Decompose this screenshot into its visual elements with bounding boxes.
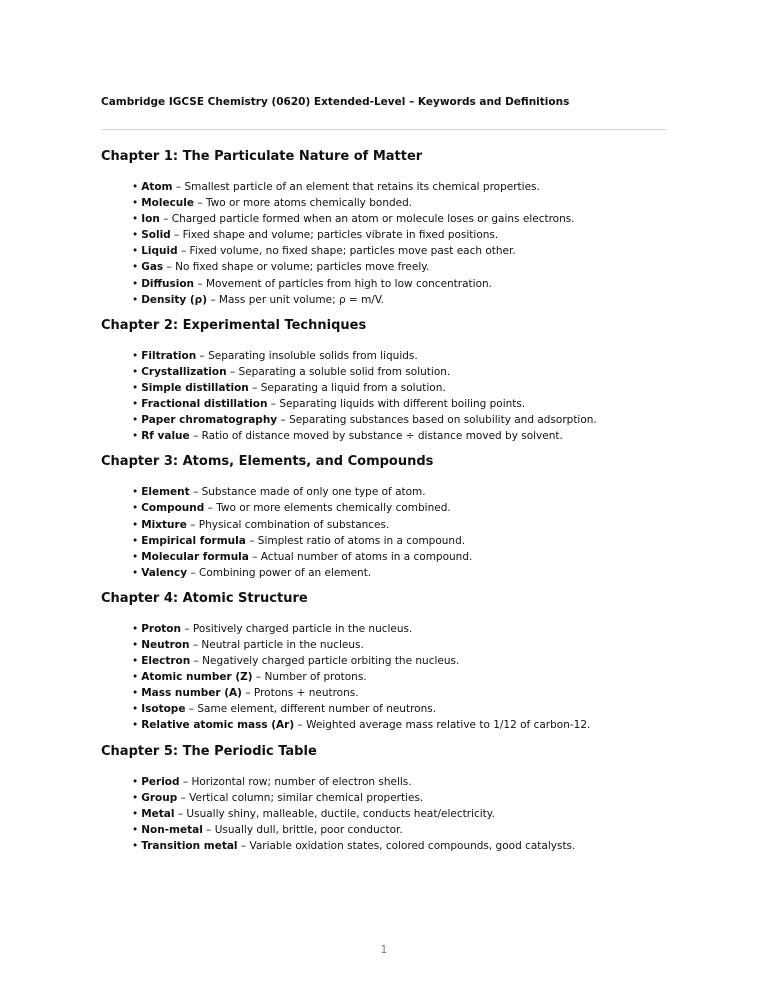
term-definition: – Separating insoluble solids from liquids.	[199, 349, 418, 362]
bullet-icon: •	[132, 775, 139, 788]
bullet-icon: •	[132, 550, 139, 563]
term-item	[132, 822, 701, 838]
term-list	[101, 179, 701, 308]
term-definition: – Usually dull, brittle, poor conductor.	[206, 823, 403, 836]
term-item	[132, 259, 701, 275]
term-item	[132, 292, 701, 308]
term-label: Simple distillation	[141, 381, 249, 394]
term-label: Valency	[141, 566, 188, 579]
term-definition: – Same element, different number of neutrons.	[188, 703, 437, 716]
bullet-icon: •	[132, 823, 139, 836]
term-item	[132, 701, 701, 717]
term-item	[132, 806, 701, 822]
term-item	[132, 428, 701, 444]
term-definition: – Movement of particles from high to low concentration.	[197, 277, 493, 290]
term-label: Molecular formula	[141, 550, 249, 563]
term-definition: – Weighted average mass relative to 1/12 of carbon-12.	[297, 719, 591, 732]
term-definition: – Mass per unit volume; ρ = m/V.	[210, 293, 385, 306]
term-definition: – Horizontal row; number of electron shells.	[182, 775, 412, 788]
term-list	[101, 348, 701, 445]
bullet-icon: •	[132, 655, 139, 668]
term-label: Non-metal	[141, 823, 203, 836]
term-item	[132, 484, 701, 500]
header-divider	[101, 129, 667, 130]
bullet-icon: •	[132, 622, 139, 635]
chapter-section	[101, 148, 701, 308]
term-label: Metal	[141, 807, 175, 820]
term-label: Diffusion	[141, 277, 195, 290]
term-label: Mixture	[141, 518, 187, 531]
term-label: Mass number (A)	[141, 687, 242, 700]
term-label: Relative atomic mass (Ar)	[141, 719, 295, 732]
document-header: Cambridge IGCSE Chemistry (0620) Extended-Level – Keywords and Definitions	[101, 96, 570, 108]
term-definition: – No fixed shape or volume; particles move freely.	[166, 261, 430, 274]
term-item	[132, 637, 701, 653]
term-label: Paper chromatography	[141, 414, 278, 427]
term-definition: – Physical combination of substances.	[190, 518, 390, 531]
term-item	[132, 717, 701, 733]
bullet-icon: •	[132, 414, 139, 427]
bullet-icon: •	[132, 719, 139, 732]
bullet-icon: •	[132, 502, 139, 515]
term-item	[132, 549, 701, 565]
term-list	[101, 484, 701, 581]
term-label: Gas	[141, 261, 164, 274]
term-definition: – Charged particle formed when an atom or molecule loses or gains electrons.	[163, 213, 575, 226]
term-item	[132, 838, 701, 854]
bullet-icon: •	[132, 398, 139, 411]
bullet-icon: •	[132, 566, 139, 579]
term-label: Isotope	[141, 703, 186, 716]
bullet-icon: •	[132, 671, 139, 684]
term-label: Electron	[141, 655, 191, 668]
bullet-icon: •	[132, 213, 139, 226]
term-item	[132, 179, 701, 195]
chapter-title: Chapter 5: The Periodic Table	[101, 743, 317, 759]
bullet-icon: •	[132, 687, 139, 700]
term-definition: – Smallest particle of an element that retains its chemical properties.	[175, 181, 540, 193]
term-definition: – Positively charged particle in the nucleus.	[184, 622, 413, 635]
term-item	[132, 774, 701, 790]
term-label: Group	[141, 791, 178, 804]
term-item	[132, 364, 701, 380]
term-item	[132, 227, 701, 243]
chapter-section	[101, 590, 701, 734]
term-definition: – Number of protons.	[255, 671, 367, 684]
term-item	[132, 412, 701, 428]
term-label: Compound	[141, 502, 205, 515]
term-definition: – Two or more atoms chemically bonded.	[197, 197, 413, 210]
term-item	[132, 533, 701, 549]
chapter-section	[101, 743, 701, 854]
bullet-icon: •	[132, 638, 139, 651]
term-definition: – Actual number of atoms in a compound.	[252, 550, 473, 563]
term-label: Atomic number (Z)	[141, 671, 253, 684]
chapter-section	[101, 453, 701, 581]
bullet-icon: •	[132, 534, 139, 547]
term-definition: – Neutral particle in the nucleus.	[192, 638, 364, 651]
term-item	[132, 517, 701, 533]
term-definition: – Fixed shape and volume; particles vibrate in fixed positions.	[174, 229, 499, 242]
term-label: Element	[141, 486, 190, 499]
term-definition: – Substance made of only one type of atom.	[193, 486, 426, 499]
term-label: Period	[141, 775, 180, 788]
term-definition: – Usually shiny, malleable, ductile, conducts heat/electricity.	[177, 807, 495, 820]
term-item	[132, 621, 701, 637]
term-label: Solid	[141, 229, 171, 242]
term-item	[132, 565, 701, 581]
document-body	[101, 148, 701, 863]
term-list	[101, 621, 701, 734]
term-item	[132, 211, 701, 227]
page-number: 1	[380, 944, 388, 956]
chapter-title: Chapter 2: Experimental Techniques	[101, 317, 367, 333]
term-label: Fractional distillation	[141, 398, 268, 411]
term-item	[132, 653, 701, 669]
term-item	[132, 380, 701, 396]
bullet-icon: •	[132, 430, 139, 443]
term-label: Neutron	[141, 638, 190, 651]
bullet-icon: •	[132, 807, 139, 820]
bullet-icon: •	[132, 486, 139, 499]
bullet-icon: •	[132, 839, 139, 852]
term-list	[101, 774, 701, 854]
bullet-icon: •	[132, 365, 139, 378]
term-definition: – Separating a soluble solid from solution.	[229, 365, 451, 378]
bullet-icon: •	[132, 349, 139, 362]
term-item	[132, 396, 701, 412]
bullet-icon: •	[132, 229, 139, 242]
chapter-title: Chapter 4: Atomic Structure	[101, 590, 308, 606]
term-item	[132, 669, 701, 685]
term-definition: – Separating liquids with different boiling points.	[270, 398, 526, 411]
term-definition: – Ratio of distance moved by substance ÷ distance moved by solvent.	[192, 430, 563, 443]
bullet-icon: •	[132, 197, 139, 210]
term-item	[132, 243, 701, 259]
term-label: Transition metal	[141, 839, 238, 852]
term-label: Atom	[141, 181, 173, 193]
term-item	[132, 276, 701, 292]
chapter-section	[101, 317, 701, 445]
bullet-icon: •	[132, 261, 139, 274]
term-label: Density (ρ)	[141, 293, 207, 306]
term-item	[132, 685, 701, 701]
term-item	[132, 195, 701, 211]
bullet-icon: •	[132, 245, 139, 258]
term-label: Rf value	[141, 430, 190, 443]
bullet-icon: •	[132, 518, 139, 531]
term-definition: – Separating a liquid from a solution.	[252, 381, 446, 394]
term-label: Molecule	[141, 197, 195, 210]
term-label: Liquid	[141, 245, 178, 258]
chapter-title: Chapter 3: Atoms, Elements, and Compounds	[101, 454, 434, 470]
bullet-icon: •	[132, 277, 139, 290]
term-definition: – Negatively charged particle orbiting the nucleus.	[193, 655, 460, 668]
chapter-title: Chapter 1: The Particulate Nature of Matter	[101, 149, 423, 164]
term-label: Proton	[141, 622, 181, 635]
term-definition: – Vertical column; similar chemical properties.	[180, 791, 424, 804]
term-definition: – Variable oxidation states, colored compounds, good catalysts.	[240, 839, 576, 852]
term-label: Crystallization	[141, 365, 227, 378]
term-definition: – Combining power of an element.	[190, 566, 372, 579]
term-definition: – Fixed volume, no fixed shape; particles move past each other.	[180, 245, 516, 258]
term-definition: – Protons + neutrons.	[245, 687, 359, 700]
bullet-icon: •	[132, 293, 139, 306]
term-item	[132, 348, 701, 364]
term-definition: – Two or more elements chemically combined.	[207, 502, 451, 515]
bullet-icon: •	[132, 703, 139, 716]
bullet-icon: •	[132, 381, 139, 394]
term-item	[132, 790, 701, 806]
term-label: Ion	[141, 213, 160, 226]
bullet-icon: •	[132, 181, 139, 193]
term-definition: – Separating substances based on solubility and adsorption.	[280, 414, 597, 427]
term-item	[132, 500, 701, 516]
term-label: Filtration	[141, 349, 197, 362]
bullet-icon: •	[132, 791, 139, 804]
term-label: Empirical formula	[141, 534, 246, 547]
term-definition: – Simplest ratio of atoms in a compound.	[249, 534, 466, 547]
